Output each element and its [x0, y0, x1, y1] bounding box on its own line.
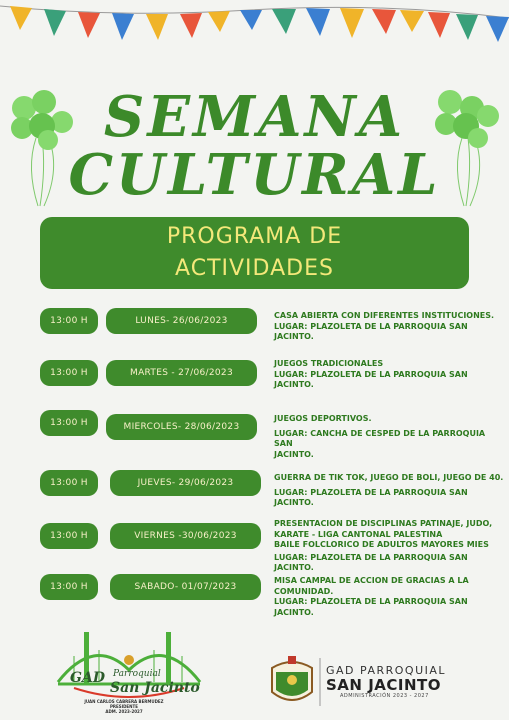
activity-description [274, 359, 504, 391]
logo-right-sub: ADMINISTRACIÓN 2023 - 2027 [340, 693, 429, 699]
activity-line: MISA CAMPAL DE ACCION DE GRACIAS A LA [274, 576, 469, 585]
activity-line: COMUNIDAD. [274, 586, 334, 596]
activity-description [274, 311, 504, 343]
activity-line: LUGAR: PLAZOLETA DE LA PARROQUIA SAN JACINTO. [274, 487, 468, 507]
activity-line: BAILE FOLCLORICO DE ADULTOS MAYORES MIES [274, 540, 489, 549]
time-pill: 13:00 H [40, 574, 98, 600]
day-pill: SABADO- 01/07/2023 [110, 574, 261, 600]
program-line-1: PROGRAMA DE [166, 224, 343, 249]
logo-person: JUAN CARLOS CABRERA BERMUDEZ [84, 699, 164, 704]
time-pill: 13:00 H [40, 523, 98, 549]
title-line-1: SEMANA [103, 84, 406, 150]
activity-line: LUGAR: PLAZOLETA DE LA PARROQUIA SAN JACINTO. [274, 321, 468, 341]
logo-parroquial-text: Parroquial [113, 669, 161, 679]
time-pill: 13:00 H [40, 360, 98, 386]
title-line-2: CULTURAL [68, 142, 441, 208]
logo-name-text: San Jacinto [110, 680, 200, 696]
logo-gad-text: GAD [70, 670, 105, 686]
program-banner [40, 217, 469, 289]
activity-line: PRESENTACION DE DISCIPLINAS PATINAJE, JUDO, [274, 519, 493, 528]
day-pill: VIERNES -30/06/2023 [110, 523, 261, 549]
activity-line: LUGAR: PLAZOLETA DE LA PARROQUIA SAN JACINTO. [274, 597, 468, 617]
time-pill: 13:00 H [40, 470, 98, 496]
day-pill: MIERCOLES- 28/06/2023 [106, 414, 257, 440]
logo-role: PRESIDENTE [110, 704, 138, 709]
logo-right-name: SAN JACINTO [326, 676, 442, 694]
day-pill: JUEVES- 29/06/2023 [110, 470, 261, 496]
activity-line: JUEGOS TRADICIONALES [274, 359, 384, 368]
program-line-2: ACTIVIDADES [175, 256, 334, 281]
time-pill: 13:00 H [40, 410, 98, 436]
logo-period: ADM. 2023-2027 [105, 709, 143, 714]
activity-line: KARATE - LIGA CANTONAL PALESTINA [274, 529, 443, 539]
activity-description [274, 414, 504, 460]
activity-line: GUERRA DE TIK TOK, JUEGO DE BOLI, JUEGO DE 40. [274, 473, 504, 482]
activity-line: LUGAR: PLAZOLETA DE LA PARROQUIA SAN JACINTO. [274, 552, 468, 572]
day-pill: LUNES- 26/06/2023 [106, 308, 257, 334]
logo-right-title: GAD PARROQUIAL [326, 664, 447, 677]
activity-line: CASA ABIERTA CON DIFERENTES INSTITUCIONES. [274, 311, 495, 320]
bunting-flags-icon [0, 0, 509, 60]
activity-line: JACINTO. [274, 449, 314, 459]
activity-description [274, 519, 504, 574]
activity-line: JUEGOS DEPORTIVOS. [274, 414, 372, 423]
time-pill: 13:00 H [40, 308, 98, 334]
activity-description [274, 576, 504, 618]
activity-line: LUGAR: CANCHA DE CESPED DE LA PARROQUIA SAN [274, 428, 486, 448]
day-pill: MARTES - 27/06/2023 [106, 360, 257, 386]
activity-description [274, 473, 504, 509]
activity-line: LUGAR: PLAZOLETA DE LA PARROQUIA SAN JACINTO. [274, 369, 468, 389]
